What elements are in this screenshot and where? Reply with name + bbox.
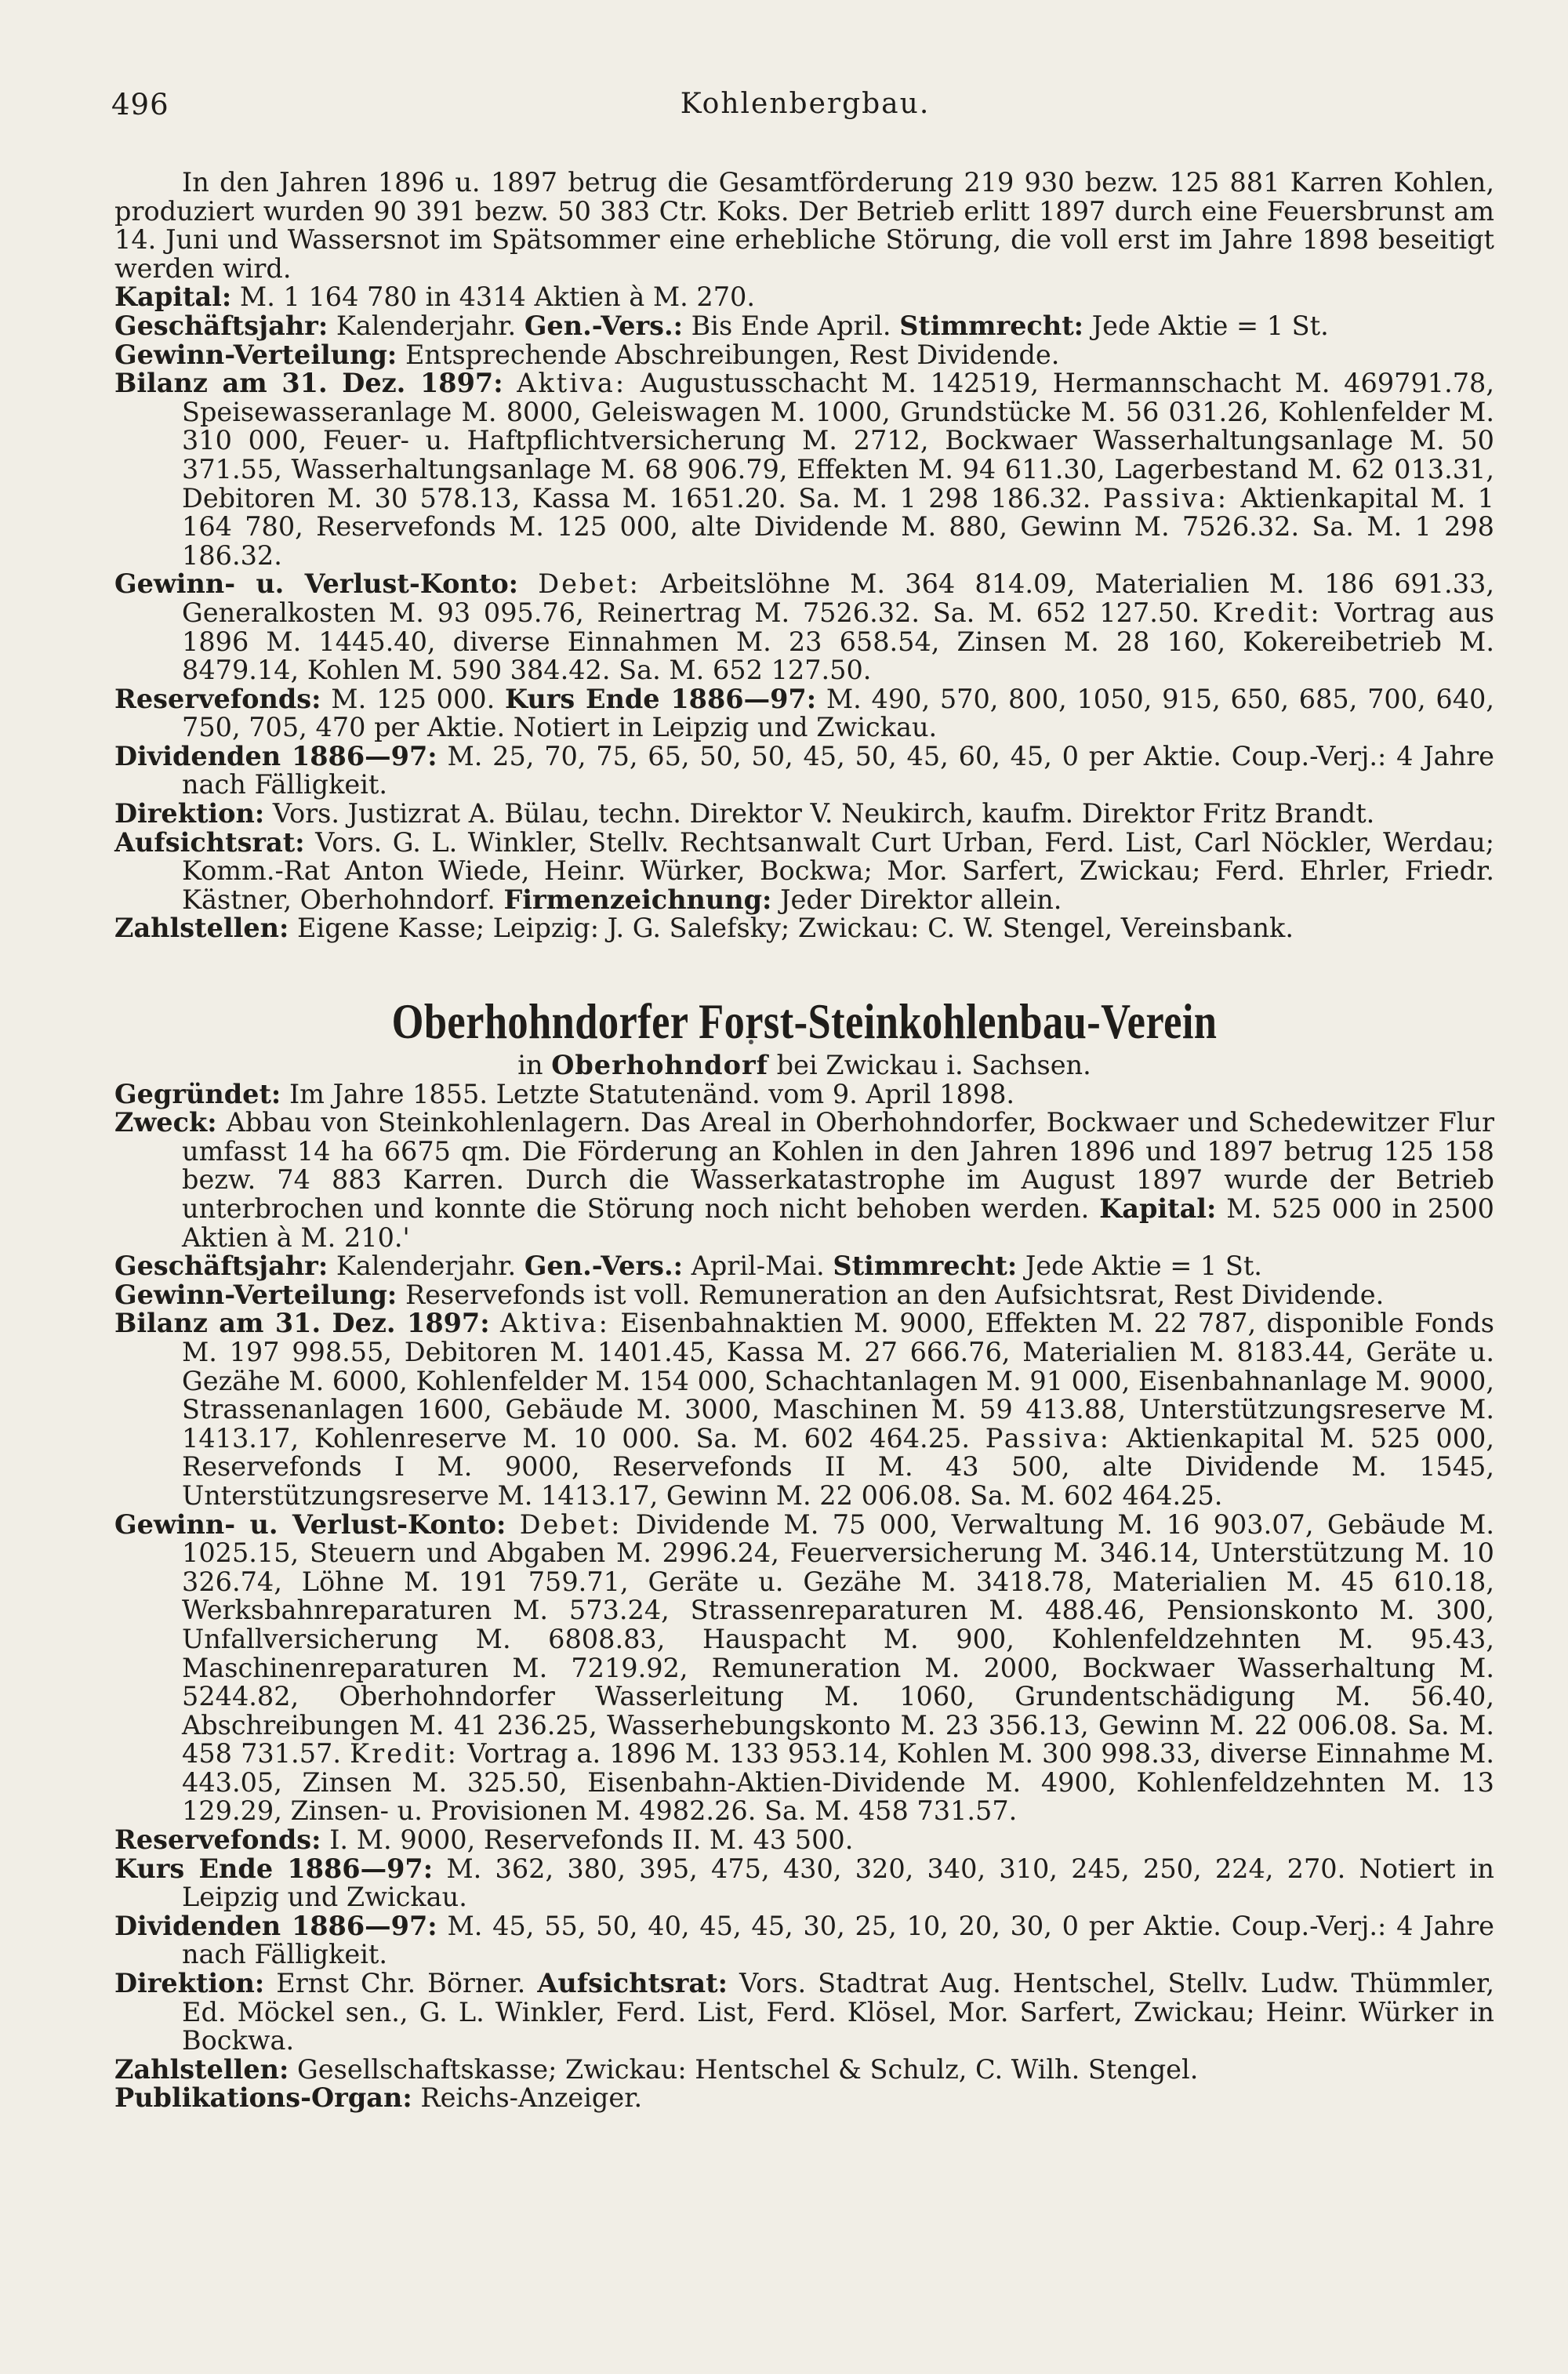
- geschaeftsjahr-entry: [114, 1252, 1494, 1281]
- gewinn-verlust-label: Gewinn- u. Verlust-Konto:: [114, 1508, 506, 1540]
- gewinn-verteilung-entry: [114, 341, 1494, 370]
- geschaeftsjahr-label: Geschäftsjahr:: [114, 310, 328, 341]
- geschaeftsjahr-text: Kalenderjahr.: [336, 1251, 517, 1282]
- geschaeftsjahr-text: Kalenderjahr.: [336, 310, 517, 341]
- zahlstellen-entry: [114, 2053, 1494, 2085]
- zahlstellen-text: Eigene Kasse; Leipzig: J. G. Salefsky; Zwickau: C. W. Stengel, Vereinsbank.: [297, 913, 1294, 944]
- zahlstellen-label: Zahlstellen:: [114, 2053, 289, 2085]
- publikations-organ-label: Publikations-Organ:: [114, 2082, 412, 2114]
- kapital-label: Kapital:: [114, 281, 232, 313]
- kredit-label: Kredit:: [350, 1738, 459, 1770]
- passiva-text: Aktienkapital M. 525 000, Reservefonds I M. 9000, Reservefonds II M. 43 500, alte Dividende M. 1545, Unterstützungsreserve M. 1413.17, Gewinn M. 22 006.08. Sa. M. 602 464.25.: [182, 1422, 1494, 1511]
- reservefonds-entry: [114, 1826, 1494, 1855]
- bilanz-entry: [114, 369, 1494, 570]
- gewinn-verlust-entry: [114, 570, 1494, 684]
- firmenzeichnung-label: Firmenzeichnung:: [503, 884, 772, 915]
- kurs-text: M. 490, 570, 800, 1050, 915, 650, 685, 700, 640, 750, 705, 470 per Aktie. Notiert in Leipzig und Zwickau.: [182, 683, 1495, 743]
- aufsichtsrat-entry: [114, 826, 1494, 915]
- debet-label: Debet:: [519, 1508, 622, 1540]
- direktion-label: Direktion:: [114, 1968, 265, 1999]
- genvers-text: April-Mai.: [691, 1251, 825, 1282]
- gegruendet-text: Im Jahre 1855. Letzte Statutenänd. vom 9. April 1898.: [289, 1078, 1015, 1109]
- kurs-label: Kurs Ende 1886—97:: [504, 683, 817, 714]
- gewinn-verteilung-label: Gewinn-Verteilung:: [114, 339, 397, 370]
- debet-label: Debet:: [538, 568, 641, 600]
- passiva-label: Passiva:: [985, 1422, 1111, 1454]
- gewinn-verteilung-entry: [114, 1281, 1494, 1310]
- kapital-label: Kapital:: [1099, 1193, 1217, 1224]
- zahlstellen-entry: [114, 914, 1494, 943]
- direktion-text: Vors. Justizrat A. Bülau, techn. Direktor V. Neukirch, kaufm. Direktor Fritz Brandt.: [272, 798, 1375, 829]
- genvers-label: Gen.-Vers.:: [524, 310, 684, 341]
- passiva-label: Passiva:: [1102, 482, 1229, 514]
- gegruendet-label: Gegründet:: [114, 1078, 281, 1109]
- bilanz-label: Bilanz am 31. Dez. 1897:: [114, 1308, 490, 1339]
- gewinn-verteilung-label: Gewinn-Verteilung:: [114, 1279, 397, 1310]
- genvers-text: Bis Ende April.: [691, 310, 891, 341]
- zweck-text: Abbau von Steinkohlenlagern. Das Areal in Oberhohndorfer, Bockwaer und Schedewitzer Flur umfasst 14 ha 6675 qm. Die Förderung an Kohlen in den Jahren 1896 und 1897 betrug 125 158 bezw. 74 883 Karren. Durch die Wasserkatastrophe im August 1897 wurde der Betrieb unterbrochen und konnte die Störung noch nicht behoben werden.: [182, 1107, 1494, 1224]
- aufsichtsrat-text: Vors. G. L. Winkler, Stellv. Rechtsanwalt Curt Urban, Ferd. List, Carl Nöckler, Werdau; Komm.-Rat Anton Wiede, Heinr. Würker, Bockwa; Mor. Sarfert, Zwickau; Ferd. Ehrler, Friedr. Kästner, Oberhohndorf.: [182, 826, 1494, 915]
- zweck-label: Zweck:: [114, 1107, 217, 1138]
- production-paragraph: In den Jahren 1896 u. 1897 betrug die Gesamtförderung 219 930 bezw. 125 881 Karren Kohlen, produziert wurden 90 391 bezw. 50 383 Ctr. Koks. Der Betrieb erlitt 1897 durch eine Feuersbrunst am 14. Juni und Wassersnot im Spätsommer eine erhebliche Störung, die voll erst im Jahre 1898 beseitigt werden wird.: [114, 167, 1494, 284]
- kurs-entry: [114, 1855, 1494, 1912]
- aktiva-text: Augustusschacht M. 142519, Hermannschacht M. 469791.78, Speisewasseranlage M. 8000, Geleiswagen M. 1000, Grundstücke M. 56 031.26, Kohlenfelder M. 310 000, Feuer- u. Haftpflichtversicherung M. 2712, Bockwaer Wasserhaltungsanlage M. 50 371.55, Wasserhaltungsanlage M. 68 906.79, Effekten M. 94 611.30, Lagerbestand M. 62 013.31, Debitoren M. 30 578.13, Kassa M. 1651.20. Sa. M. 1 298 186.32.: [182, 368, 1494, 514]
- gewinn-verteilung-text: Reservefonds ist voll. Remuneration an den Aufsichtsrat, Rest Dividende.: [405, 1279, 1385, 1310]
- running-title: Kohlenbergbau.: [680, 88, 931, 120]
- zahlstellen-label: Zahlstellen:: [114, 913, 289, 944]
- direktion-entry: [114, 1969, 1494, 2056]
- gegruendet-entry: [114, 1080, 1494, 1109]
- geschaeftsjahr-entry: [114, 312, 1494, 341]
- gewinn-verlust-label: Gewinn- u. Verlust-Konto:: [114, 568, 519, 600]
- geschaeftsjahr-label: Geschäftsjahr:: [114, 1251, 328, 1282]
- company-title: Oberhohndorfer Forst-Steinkohlenbau-Verein: [391, 993, 1218, 1050]
- kredit-label: Kredit:: [1212, 597, 1322, 628]
- location-rest: bei Zwickau i. Sachsen.: [776, 1050, 1091, 1081]
- aufsichtsrat-label: Aufsichtsrat:: [114, 826, 305, 858]
- dividenden-label: Dividenden 1886—97:: [114, 740, 437, 771]
- reservefonds-entry: [114, 685, 1494, 742]
- kredit-text: Vortrag aus 1896 M. 1445.40, diverse Einnahmen M. 23 658.54, Zinsen M. 28 160, Kokereibetrieb M. 8479.14, Kohlen M. 590 384.42. Sa. M. 652 127.50.: [182, 597, 1494, 686]
- kapital-entry: [114, 283, 1494, 312]
- dividenden-label: Dividenden 1886—97:: [114, 1910, 437, 1941]
- publikations-organ-entry: [114, 2084, 1494, 2113]
- company-location: [114, 1051, 1494, 1080]
- kurs-label: Kurs Ende 1886—97:: [114, 1853, 434, 1884]
- location-in: in: [517, 1050, 543, 1081]
- stimmrecht-text: Jede Aktie = 1 St.: [1091, 310, 1329, 341]
- dividenden-text: M. 45, 55, 50, 40, 45, 45, 30, 25, 10, 20, 30, 0 per Aktie. Coup.-Verj.: 4 Jahre nach Fälligkeit.: [182, 1910, 1495, 1970]
- stimmrecht-label: Stimmrecht:: [833, 1251, 1018, 1282]
- kurs-text: M. 362, 380, 395, 475, 430, 320, 340, 310, 245, 250, 224, 270. Notiert in Leipzig und Zwickau.: [182, 1853, 1495, 1913]
- direktion-text: Ernst Chr. Börner.: [276, 1968, 526, 1999]
- location-town: Oberhohndorf: [551, 1050, 769, 1081]
- dividenden-entry: [114, 1912, 1494, 1969]
- debet-text: Arbeitslöhne M. 364 814.09, Materialien M. 186 691.33, Generalkosten M. 93 095.76, Reinertrag M. 7526.32. Sa. M. 652 127.50.: [182, 568, 1494, 628]
- dividenden-text: M. 25, 70, 75, 65, 50, 50, 45, 50, 45, 60, 45, 0 per Aktie. Coup.-Verj.: 4 Jahre nach Fälligkeit.: [182, 740, 1495, 800]
- publikations-organ-text: Reichs-Anzeiger.: [420, 2082, 643, 2114]
- bilanz-label: Bilanz am 31. Dez. 1897:: [114, 368, 503, 399]
- aufsichtsrat-text: Vors. Stadtrat Aug. Hentschel, Stellv. Ludw. Thümmler, Ed. Möckel sen., G. L. Winkler, Ferd. List, Ferd. Klösel, Mor. Sarfert, Zwickau; Heinr. Würker in Bockwa.: [182, 1968, 1495, 2056]
- zweck-entry: [114, 1109, 1494, 1252]
- passiva-text: Aktienkapital M. 1 164 780, Reservefonds M. 125 000, alte Dividende M. 880, Gewinn M. 7526.32. Sa. M. 1 298 186.32.: [182, 482, 1494, 571]
- stimmrecht-text: Jede Aktie = 1 St.: [1025, 1251, 1262, 1282]
- gewinn-verteilung-text: Entsprechende Abschreibungen, Rest Dividende.: [405, 339, 1060, 370]
- reservefonds-text: I. M. 9000, Reservefonds II. M. 43 500.: [329, 1824, 854, 1856]
- direktion-label: Direktion:: [114, 798, 265, 829]
- page-number: 496: [111, 88, 169, 122]
- bilanz-entry: [114, 1309, 1494, 1510]
- aktiva-label: Aktiva:: [500, 1308, 610, 1339]
- reservefonds-label: Reservefonds:: [114, 1824, 321, 1856]
- page-header: [111, 88, 1499, 135]
- kredit-text: Vortrag a. 1896 M. 133 953.14, Kohlen M. 300 998.33, diverse Einnahme M. 443.05, Zinsen M. 325.50, Eisenbahn-Aktien-Dividende M. 4900, Kohlenfeldzehnten M. 13 129.29, Zinsen- u. Provisionen M. 4982.26. Sa. M. 458 731.57.: [182, 1738, 1494, 1827]
- dividenden-entry: [114, 742, 1494, 800]
- reservefonds-label: Reservefonds:: [114, 683, 321, 714]
- previous-company-entry: [114, 169, 1494, 943]
- company-entry-oberhohndorf: [114, 992, 1494, 2113]
- aktiva-text: Eisenbahnaktien M. 9000, Effekten M. 22 787, disponible Fonds M. 197 998.55, Debitoren M. 1401.45, Kassa M. 27 666.76, Materialien M. 8183.44, Geräte u. Gezähe M. 6000, Kohlenfelder M. 154 000, Schachtanlagen M. 91 000, Eisenbahnanlage M. 9000, Strassenanlagen 1600, Gebäude M. 3000, Maschinen M. 59 413.88, Unterstützungsreserve M. 1413.17, Kohlenreserve M. 10 000. Sa. M. 602 464.25.: [182, 1308, 1494, 1454]
- debet-text: Dividende M. 75 000, Verwaltung M. 16 903.07, Gebäude M. 1025.15, Steuern und Abgaben M. 2996.24, Feuerversicherung M. 346.14, Unterstützung M. 10 326.74, Löhne M. 191 759.71, Geräte u. Gezähe M. 3418.78, Materialien M. 45 610.18, Werksbahnreparaturen M. 573.24, Strassenreparaturen M. 488.46, Pensionskonto M. 300, Unfallversicherung M. 6808.83, Hauspacht M. 900, Kohlenfeldzehnten M. 95.43, Maschinenreparaturen M. 7219.92, Remuneration M. 2000, Bockwaer Wasserhaltung M. 5244.82, Oberhohndorfer Wasserleitung M. 1060, Grundentschädigung M. 56.40, Abschreibungen M. 41 236.25, Wasserhebungskonto M. 23 356.13, Gewinn M. 22 006.08. Sa. M. 458 731.57.: [182, 1508, 1495, 1770]
- stimmrecht-label: Stimmrecht:: [899, 310, 1084, 341]
- kapital-text: M. 525 000 in 2500 Aktien à M. 210.': [182, 1193, 1494, 1253]
- gewinn-verlust-entry: [114, 1508, 1495, 1827]
- aktiva-label: Aktiva:: [517, 368, 627, 399]
- zahlstellen-text: Gesellschaftskasse; Zwickau: Hentschel & Schulz, C. Wilh. Stengel.: [297, 2053, 1199, 2085]
- firmenzeichnung-text: Jeder Direktor allein.: [780, 884, 1062, 915]
- reservefonds-text: M. 125 000.: [331, 683, 495, 714]
- direktion-entry: [114, 800, 1494, 829]
- aufsichtsrat-label: Aufsichtsrat:: [537, 1968, 728, 1999]
- kapital-text: M. 1 164 780 in 4314 Aktien à M. 270.: [239, 281, 756, 313]
- page-content: [114, 169, 1494, 2113]
- genvers-label: Gen.-Vers.:: [524, 1251, 684, 1282]
